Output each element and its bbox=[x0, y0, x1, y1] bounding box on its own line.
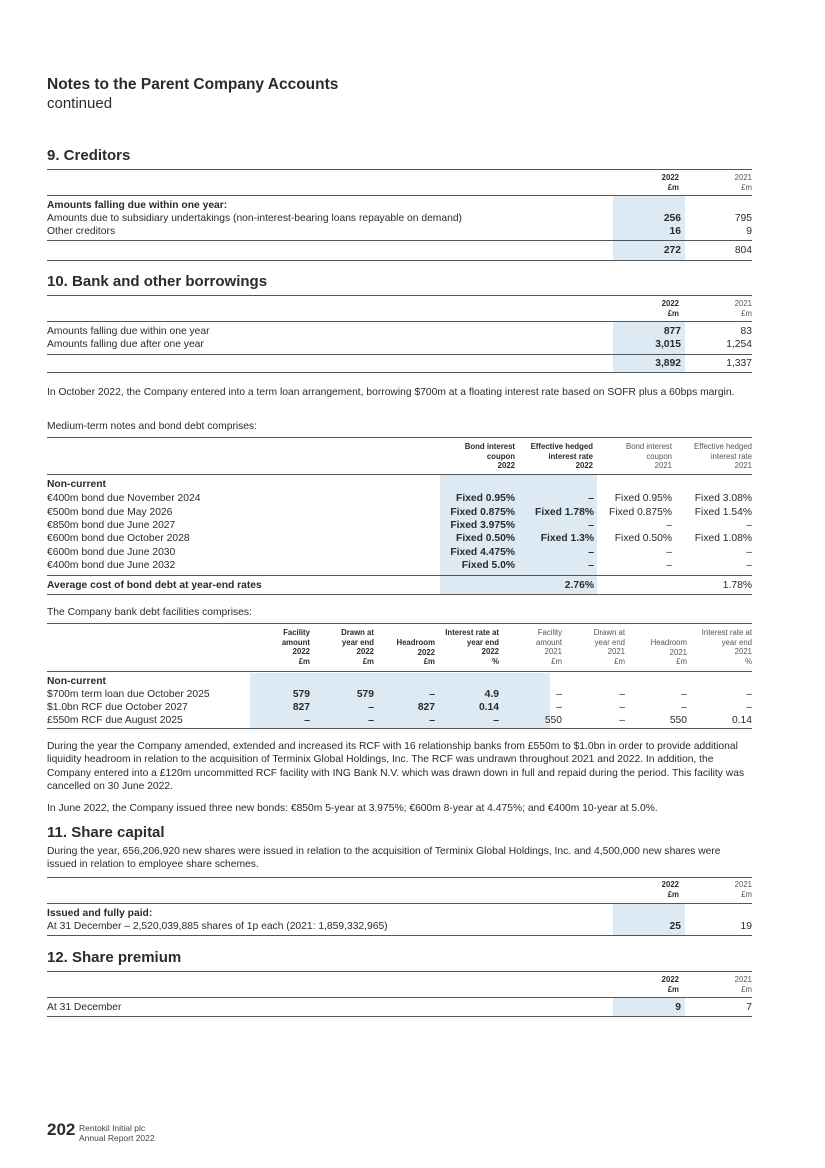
divider bbox=[47, 195, 752, 196]
col-header-rate-2021: Interest rate at year end 2021 % bbox=[701, 628, 752, 666]
footer-company: Rentokil Initial plc bbox=[79, 1123, 146, 1133]
col-header-coupon-2022: Bond interest coupon 2022 bbox=[464, 442, 515, 470]
divider bbox=[47, 372, 752, 373]
col-header-2021: 2021 £m bbox=[734, 880, 752, 899]
col-header-drawn-2022: Drawn at year end 2022 £m bbox=[341, 628, 374, 666]
paragraph: Medium-term notes and bond debt comprises: bbox=[47, 421, 258, 432]
col-header-2021: 2021 £m bbox=[734, 299, 752, 318]
footer-report: Annual Report 2022 bbox=[79, 1133, 155, 1143]
col-header-2022: 2022 £m bbox=[661, 173, 679, 192]
divider bbox=[47, 575, 752, 576]
divider bbox=[47, 354, 752, 355]
divider bbox=[47, 474, 752, 475]
col-header-facility-2021: Facility amount 2021 £m bbox=[535, 628, 562, 666]
divider bbox=[47, 877, 752, 878]
section-title-share-premium: 12. Share premium bbox=[47, 949, 182, 966]
paragraph: In October 2022, the Company entered into a term loan arrangement, borrowing $700m at a floating interest rate based on SOFR plus a 60bps margin. bbox=[47, 387, 735, 398]
divider bbox=[47, 240, 752, 241]
paragraph: The Company bank debt facilities comprises: bbox=[47, 607, 252, 618]
divider bbox=[47, 623, 752, 624]
section-title-share-capital: 11. Share capital bbox=[47, 824, 165, 841]
divider bbox=[47, 971, 752, 972]
divider bbox=[47, 169, 752, 170]
col-header-drawn-2021: Drawn at year end 2021 £m bbox=[593, 628, 625, 666]
col-header-2022: 2022 £m bbox=[661, 975, 679, 994]
divider bbox=[47, 437, 752, 438]
col-header-headroom-2021: Headroom 2021 £m bbox=[650, 638, 687, 666]
divider bbox=[47, 997, 752, 998]
divider bbox=[47, 295, 752, 296]
section-title-creditors: 9. Creditors bbox=[47, 147, 131, 164]
paragraph: During the year the Company amended, extended and increased its RCF with 16 relationship banks from £550m to $1.0bn in order to provide additional liquidity headroom in relation to the acquisition of Terminix Global Holdings, Inc. The RCF was undrawn throughout 2021 and 2022. In addition, the Company entered into a £120m uncommitted RCF facility with ING Bank N.V. which was drawn down in full and repaid during the period. This facility was cancelled on 30 June 2022. bbox=[47, 741, 745, 792]
divider bbox=[47, 671, 752, 672]
col-header-coupon-2021: Bond interest coupon 2021 bbox=[626, 442, 672, 470]
paragraph: In June 2022, the Company issued three new bonds: €850m 5-year at 3.975%; €600m 8-year at 4.475%; and €400m 10-year at 5.0%. bbox=[47, 803, 658, 814]
col-header-hedged-2021: Effective hedged interest rate 2021 bbox=[694, 442, 752, 470]
divider bbox=[47, 321, 752, 322]
col-header-2021: 2021 £m bbox=[734, 173, 752, 192]
col-header-2021: 2021 £m bbox=[734, 975, 752, 994]
page-number: 202 bbox=[47, 1120, 76, 1139]
col-header-facility-2022: Facility amount 2022 £m bbox=[281, 628, 310, 666]
col-header-hedged-2022: Effective hedged interest rate 2022 bbox=[530, 442, 593, 470]
col-header-headroom-2022: Headroom 2022 £m bbox=[396, 638, 435, 666]
divider bbox=[47, 1016, 752, 1017]
divider bbox=[47, 728, 752, 729]
page-title: Notes to the Parent Company Accounts bbox=[47, 76, 339, 93]
paragraph: During the year, 656,206,920 new shares were issued in relation to the acquisition of Terminix Global Holdings, Inc. and 4,500,000 new shares were issued in relation to employee share schemes. bbox=[47, 846, 721, 871]
section-title-borrowings: 10. Bank and other borrowings bbox=[47, 273, 268, 290]
divider bbox=[47, 903, 752, 904]
col-header-2022: 2022 £m bbox=[661, 299, 679, 318]
divider bbox=[47, 594, 752, 595]
col-header-rate-2022: Interest rate at year end 2022 % bbox=[445, 628, 499, 666]
page-subtitle: continued bbox=[47, 95, 113, 112]
divider bbox=[47, 935, 752, 936]
divider bbox=[47, 260, 752, 261]
col-header-2022: 2022 £m bbox=[661, 880, 679, 899]
